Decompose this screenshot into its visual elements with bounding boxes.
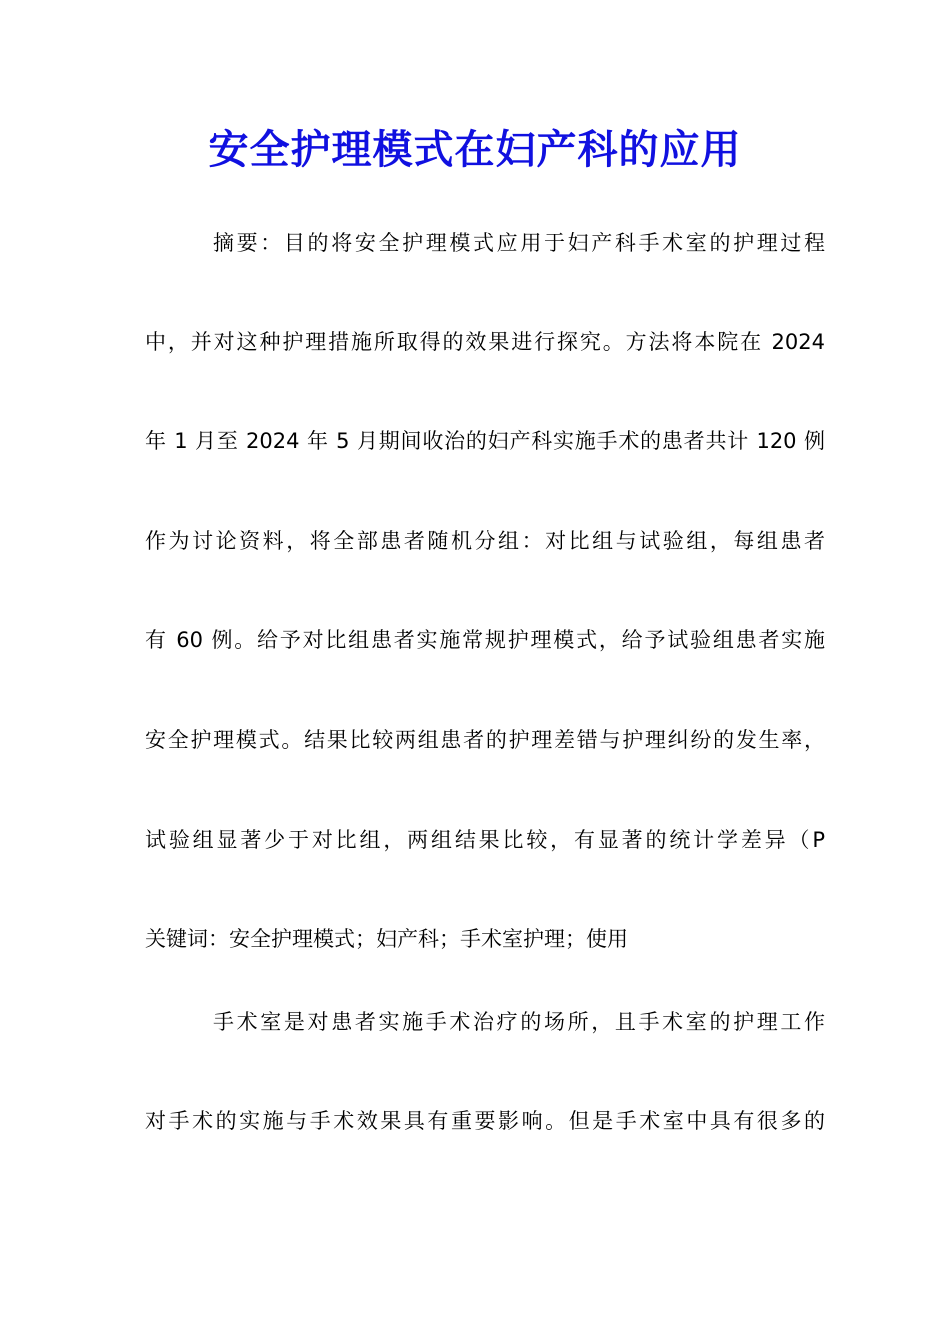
- abstract-line-2: 中，并对这种护理措施所取得的效果进行探究。方法将本院在 2024: [145, 330, 825, 354]
- abstract-line-4: 作为讨论资料，将全部患者随机分组：对比组与试验组，每组患者: [145, 529, 825, 553]
- body-line-2: 对手术的实施与手术效果具有重要影响。但是手术室中具有很多的: [145, 1109, 825, 1133]
- abstract-line-5: 有 60 例。给予对比组患者实施常规护理模式，给予试验组患者实施: [145, 628, 825, 652]
- body-line-1: 手术室是对患者实施手术治疗的场所，且手术室的护理工作: [213, 1010, 825, 1034]
- document-title: 安全护理模式在妇产科的应用: [208, 126, 742, 173]
- abstract-line-3: 年 1 月至 2024 年 5 月期间收治的妇产科实施手术的患者共计 120 例: [145, 429, 825, 453]
- abstract-line-6: 安全护理模式。结果比较两组患者的护理差错与护理纠纷的发生率，: [145, 728, 825, 752]
- abstract-line-1: 摘要：目的将安全护理模式应用于妇产科手术室的护理过程: [213, 231, 825, 255]
- abstract-line-7: 试验组显著少于对比组，两组结果比较，有显著的统计学差异（P: [145, 828, 825, 852]
- keywords-line: 关键词：安全护理模式；妇产科；手术室护理；使用: [145, 927, 628, 951]
